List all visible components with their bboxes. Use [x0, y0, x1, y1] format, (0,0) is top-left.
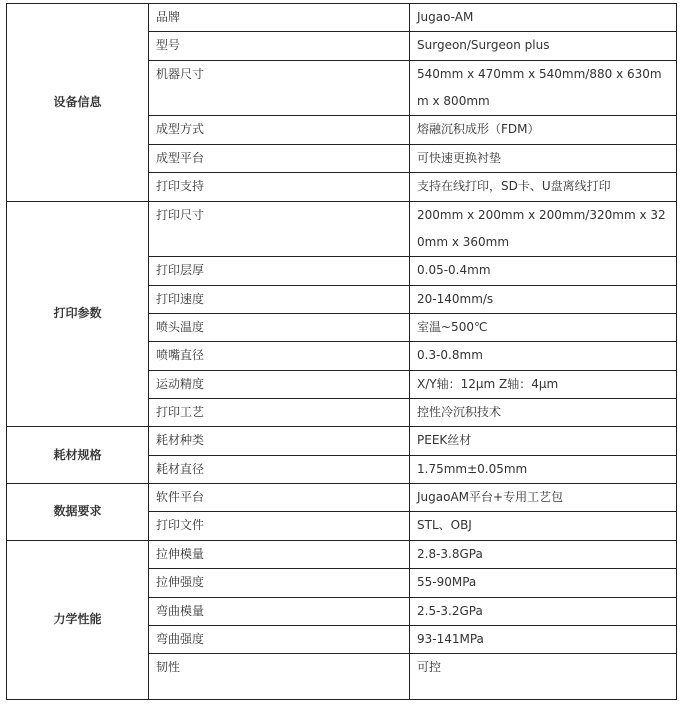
param-value: 200mm x 200mm x 200mm/320mm x 320mm x 360mm	[410, 201, 677, 257]
group-label-print-params: 打印参数	[7, 201, 149, 427]
param-label: 软件平台	[149, 484, 410, 512]
table-row	[7, 484, 677, 512]
param-label: 成型平台	[149, 144, 410, 172]
param-label: 打印层厚	[149, 257, 410, 285]
param-value: 2.8-3.8GPa	[410, 540, 677, 568]
param-label: 韧性	[149, 654, 410, 700]
param-label: 拉伸强度	[149, 569, 410, 597]
group-label-data-requirements: 数据要求	[7, 484, 149, 541]
param-label: 机器尺寸	[149, 60, 410, 116]
param-value: 93-141MPa	[410, 625, 677, 653]
param-value: 20-140mm/s	[410, 285, 677, 313]
param-value: 540mm x 470mm x 540mm/880 x 630mm x 800mm	[410, 60, 677, 116]
group-label-mechanical-properties: 力学性能	[7, 540, 149, 699]
param-label: 打印文件	[149, 512, 410, 540]
param-label: 成型方式	[149, 116, 410, 144]
param-label: 打印速度	[149, 285, 410, 313]
param-label: 打印尺寸	[149, 201, 410, 257]
param-label: 打印支持	[149, 173, 410, 201]
param-label: 品牌	[149, 4, 410, 32]
group-label-device-info: 设备信息	[7, 4, 149, 202]
param-value: Jugao-AM	[410, 4, 677, 32]
param-label: 喷嘴直径	[149, 342, 410, 370]
param-value: 熔融沉积成形（FDM）	[410, 116, 677, 144]
param-label: 打印工艺	[149, 399, 410, 427]
param-value: Surgeon/Surgeon plus	[410, 32, 677, 60]
param-value: 55-90MPa	[410, 569, 677, 597]
param-value: 0.05-0.4mm	[410, 257, 677, 285]
param-value: 0.3-0.8mm	[410, 342, 677, 370]
param-label: 拉伸模量	[149, 540, 410, 568]
param-label: 弯曲强度	[149, 625, 410, 653]
param-value: STL、OBJ	[410, 512, 677, 540]
param-label: 型号	[149, 32, 410, 60]
param-value: PEEK丝材	[410, 427, 677, 455]
param-label: 弯曲模量	[149, 597, 410, 625]
table-row	[7, 427, 677, 455]
param-value: 可控	[410, 654, 677, 700]
param-value: 控性冷沉积技术	[410, 399, 677, 427]
table-row	[7, 201, 677, 257]
param-label: 耗材直径	[149, 455, 410, 483]
spec-table	[6, 3, 677, 700]
param-value: 室温~500℃	[410, 313, 677, 341]
group-label-filament-spec: 耗材规格	[7, 427, 149, 484]
param-value: JugaoAM平台+专用工艺包	[410, 484, 677, 512]
param-value: 1.75mm±0.05mm	[410, 455, 677, 483]
param-label: 喷头温度	[149, 313, 410, 341]
table-row	[7, 4, 677, 32]
table-row	[7, 540, 677, 568]
param-label: 运动精度	[149, 370, 410, 398]
param-value: 可快速更换衬垫	[410, 144, 677, 172]
param-label: 耗材种类	[149, 427, 410, 455]
param-value: 支持在线打印，SD卡、U盘离线打印	[410, 173, 677, 201]
param-value: 2.5-3.2GPa	[410, 597, 677, 625]
param-value: X/Y轴：12μm Z轴：4μm	[410, 370, 677, 398]
